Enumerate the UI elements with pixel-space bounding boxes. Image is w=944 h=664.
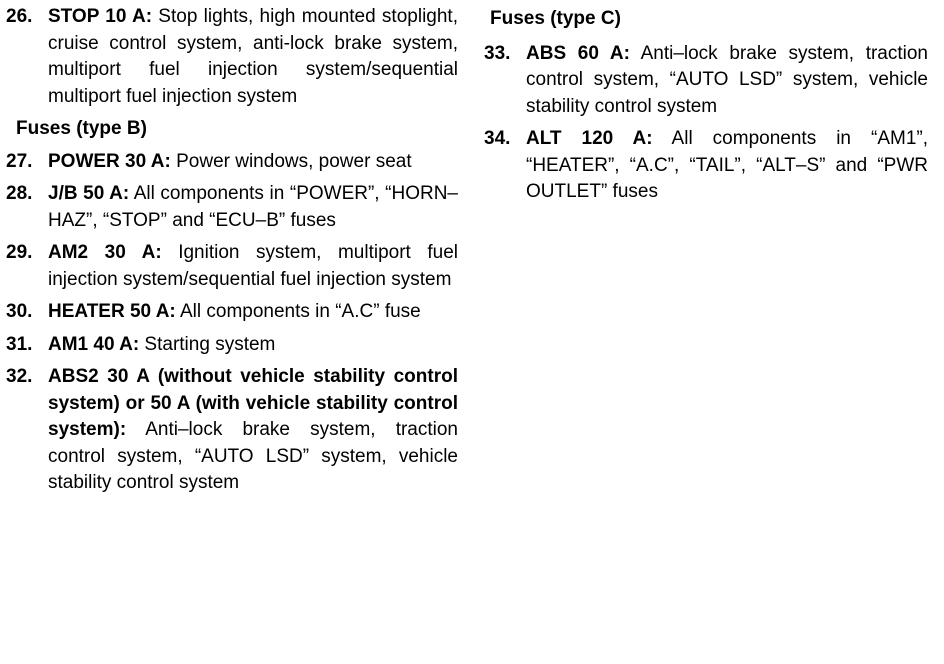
- fuse-entry-30: [6, 299, 458, 326]
- entry-description: All components in “POWER”, “HORN–HAZ”, “STOP” and “ECU–B” fuses: [48, 183, 458, 231]
- entry-description: Starting system: [139, 333, 276, 355]
- entry-heading: POWER 30 A:: [48, 150, 171, 172]
- entry-number: 28.: [6, 183, 33, 204]
- entry-number: 34.: [484, 128, 511, 149]
- fuse-entry-31: [6, 332, 458, 359]
- entry-heading: AM2 30 A:: [48, 242, 162, 263]
- entry-number: 26.: [6, 6, 33, 27]
- fuse-entry-33: [484, 41, 928, 121]
- entry-number: 27.: [6, 150, 33, 172]
- fuse-entry-29: [6, 240, 458, 293]
- section-heading-type-b: Fuses (type B): [16, 118, 147, 139]
- entry-description: Stop lights, high mounted stoplight, cruise control system, anti-lock brake system, multiport fuel injection system/sequential multiport fuel injection system: [48, 6, 458, 107]
- entry-heading: HEATER 50 A:: [48, 301, 176, 322]
- entry-description: Anti–lock brake system, traction control system, “AUTO LSD” system, vehicle stability control system: [526, 42, 928, 117]
- left-column: [6, 4, 458, 503]
- entry-heading: STOP 10 A:: [48, 6, 153, 27]
- entry-number: 29.: [6, 242, 33, 263]
- fuse-entry-27: [6, 149, 458, 176]
- entry-description: Anti–lock brake system, traction control system, “AUTO LSD” system, vehicle stability control system: [48, 419, 458, 493]
- entry-description: Ignition system, multiport fuel injection system/sequential fuel injection system: [48, 242, 458, 290]
- entry-number: 30.: [6, 301, 33, 322]
- entry-heading: ABS2 30 A (without vehicle stability control system) or 50 A (with vehicle stability control system):: [48, 366, 458, 440]
- entry-number: 32.: [6, 366, 33, 387]
- fuse-entry-32: [6, 364, 458, 497]
- entry-heading: ABS 60 A:: [526, 42, 630, 64]
- entry-description: Power windows, power seat: [170, 150, 412, 172]
- entry-description: All components in “AM1”, “HEATER”, “A.C”, “TAIL”, “ALT–S” and “PWR OUTLET” fuses: [526, 128, 928, 202]
- right-column: [484, 4, 928, 212]
- entry-description: All components in “A.C” fuse: [175, 301, 421, 322]
- fuse-entry-34: [484, 126, 928, 206]
- entry-heading: J/B 50 A:: [48, 183, 130, 204]
- section-heading-type-c: Fuses (type C): [490, 8, 621, 29]
- entry-heading: AM1 40 A:: [48, 333, 140, 355]
- entry-number: 31.: [6, 333, 33, 355]
- fuse-entry-28: [6, 181, 458, 234]
- entry-heading: ALT 120 A:: [526, 128, 653, 149]
- entry-number: 33.: [484, 42, 511, 64]
- fuse-entry-26: [6, 4, 458, 110]
